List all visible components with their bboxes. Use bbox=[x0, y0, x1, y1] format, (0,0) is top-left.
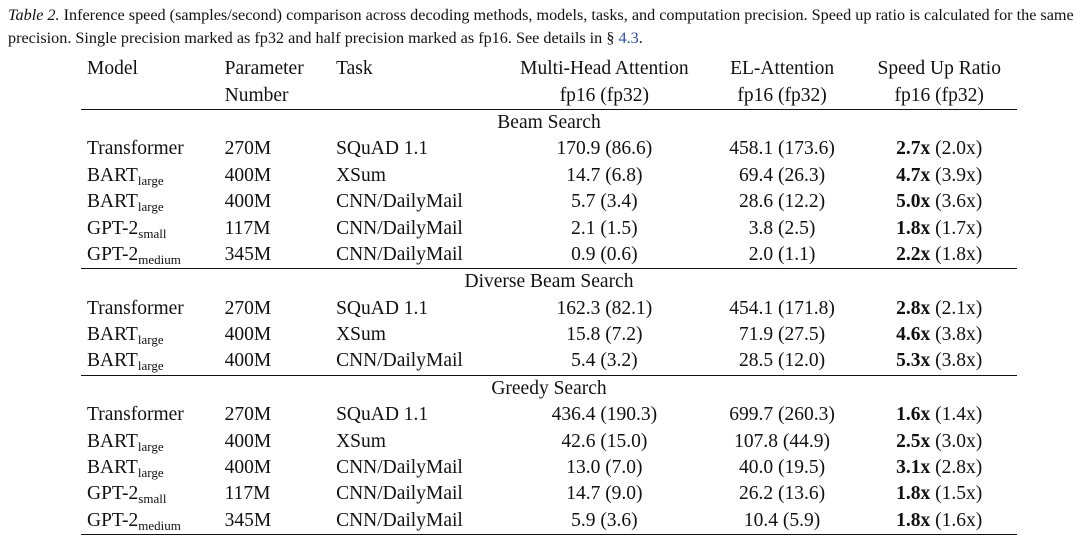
cell-task: XSum bbox=[336, 164, 386, 186]
model-size-subscript: large bbox=[137, 438, 164, 454]
cell-mha: 0.9 (0.6) bbox=[571, 243, 638, 265]
cell-speedup bbox=[861, 189, 1017, 215]
table-row bbox=[81, 189, 1017, 215]
table-row bbox=[81, 428, 1017, 454]
table-row bbox=[81, 508, 1017, 535]
cell-el: 458.1 (173.6) bbox=[729, 138, 835, 160]
cell-el: 3.8 (2.5) bbox=[748, 217, 816, 239]
header-el: EL-Attention bbox=[730, 58, 835, 80]
cell-speedup bbox=[861, 242, 1017, 269]
speedup-fp16: 2.8x bbox=[896, 297, 931, 319]
header-parameter: Parameter bbox=[224, 58, 304, 80]
table-row bbox=[81, 402, 1017, 428]
model-name: Transformer bbox=[87, 138, 184, 160]
cell-model bbox=[81, 163, 219, 189]
header-speedup: Speed Up Ratio bbox=[877, 58, 1001, 80]
speedup-fp16: 5.0x bbox=[896, 191, 931, 213]
table-body bbox=[81, 109, 1017, 534]
header-task: Task bbox=[336, 58, 373, 80]
cell-task: CNN/DailyMail bbox=[336, 483, 463, 505]
cell-params: 400M bbox=[224, 191, 272, 213]
cell-model bbox=[81, 348, 219, 375]
cell-task: CNN/DailyMail bbox=[336, 243, 463, 265]
cell-mha: 5.4 (3.2) bbox=[571, 350, 638, 372]
cell-speedup bbox=[861, 455, 1017, 481]
cell-task: CNN/DailyMail bbox=[336, 457, 463, 479]
header-speedup-sub: fp16 (fp32) bbox=[894, 84, 984, 106]
cell-mha: 13.0 (7.0) bbox=[566, 457, 643, 479]
model-size-subscript: large bbox=[137, 199, 164, 215]
speedup-fp16: 1.8x bbox=[896, 217, 931, 239]
model-size-subscript: large bbox=[137, 465, 164, 481]
cell-model bbox=[81, 455, 219, 481]
cell-model bbox=[81, 508, 219, 535]
cell-speedup bbox=[861, 322, 1017, 348]
cell-model bbox=[81, 242, 219, 269]
cell-params: 345M bbox=[219, 508, 330, 535]
cell-el: 26.2 (13.6) bbox=[739, 483, 826, 505]
cell-mha: 14.7 (6.8) bbox=[566, 164, 643, 186]
table-row bbox=[81, 296, 1017, 322]
speedup-fp32: (2.1x) bbox=[935, 297, 983, 319]
model-size-subscript: small bbox=[138, 225, 167, 241]
cell-mha: 15.8 (7.2) bbox=[566, 324, 643, 346]
cell-params: 270M bbox=[224, 404, 272, 426]
cell-model bbox=[81, 481, 219, 507]
speedup-fp32: (3.8x) bbox=[935, 324, 983, 346]
cell-mha: 162.3 (82.1) bbox=[556, 297, 653, 319]
section-ref-link[interactable]: 4.3 bbox=[618, 29, 639, 47]
model-name: BART bbox=[87, 430, 138, 452]
cell-el: 40.0 (19.5) bbox=[739, 457, 826, 479]
table-row bbox=[81, 322, 1017, 348]
model-name: GPT-2 bbox=[87, 217, 139, 239]
speedup-fp16: 2.7x bbox=[896, 138, 931, 160]
speedup-fp16: 2.2x bbox=[896, 243, 931, 265]
cell-mha: 5.7 (3.4) bbox=[571, 191, 638, 213]
cell-params: 400M bbox=[224, 350, 272, 372]
cell-model bbox=[81, 136, 219, 162]
model-size-subscript: large bbox=[137, 332, 164, 348]
model-name: GPT-2 bbox=[87, 483, 139, 505]
header-model: Model bbox=[87, 58, 138, 80]
cell-task: SQuAD 1.1 bbox=[336, 297, 429, 319]
cell-speedup bbox=[861, 428, 1017, 454]
cell-params: 117M bbox=[224, 483, 271, 505]
speedup-fp32: (1.4x) bbox=[935, 404, 983, 426]
model-size-subscript: large bbox=[137, 358, 164, 374]
model-name: Transformer bbox=[87, 404, 184, 426]
cell-el: 69.4 (26.3) bbox=[739, 164, 826, 186]
cell-speedup bbox=[861, 215, 1017, 241]
section-title: Diverse Beam Search bbox=[81, 269, 1017, 296]
header-mha: Multi-Head Attention bbox=[520, 58, 689, 80]
speedup-fp32: (2.8x) bbox=[935, 457, 983, 479]
speedup-fp16: 1.6x bbox=[896, 404, 931, 426]
cell-el: 454.1 (171.8) bbox=[729, 297, 835, 319]
cell-model bbox=[81, 296, 219, 322]
header-model-sub bbox=[81, 82, 219, 109]
section-title: Greedy Search bbox=[81, 375, 1017, 402]
cell-task: CNN/DailyMail bbox=[330, 508, 506, 535]
cell-model bbox=[81, 215, 219, 241]
header-task-sub bbox=[330, 82, 506, 109]
cell-speedup bbox=[861, 296, 1017, 322]
cell-mha: 42.6 (15.0) bbox=[561, 430, 648, 452]
table-row bbox=[81, 215, 1017, 241]
table-caption bbox=[8, 4, 1074, 50]
cell-el: 28.5 (12.0) bbox=[739, 350, 826, 372]
cell-el: 699.7 (260.3) bbox=[729, 404, 835, 426]
caption-text: Inference speed (samples/second) comparison across decoding methods, models, tasks, and computation precision. Speed up ratio is calculated for the same precision. Single precision marked as fp32 and half precision marked as fp16. See details in § bbox=[8, 6, 1074, 47]
table-row bbox=[81, 163, 1017, 189]
cell-params: 400M bbox=[224, 164, 272, 186]
table-row bbox=[81, 242, 1017, 269]
header-el-sub: fp16 (fp32) bbox=[737, 84, 827, 106]
section-header-row bbox=[81, 375, 1017, 402]
section-header-row bbox=[81, 109, 1017, 136]
cell-model bbox=[81, 428, 219, 454]
cell-speedup bbox=[861, 508, 1017, 535]
speedup-fp32: (3.6x) bbox=[935, 191, 983, 213]
cell-el: 107.8 (44.9) bbox=[734, 430, 831, 452]
cell-task: SQuAD 1.1 bbox=[336, 138, 429, 160]
cell-params: 400M bbox=[224, 430, 272, 452]
cell-params: 270M bbox=[224, 297, 272, 319]
cell-task: XSum bbox=[336, 430, 386, 452]
cell-mha: 170.9 (86.6) bbox=[556, 138, 653, 160]
model-name: Transformer bbox=[87, 297, 184, 319]
cell-task: XSum bbox=[336, 324, 386, 346]
cell-task: CNN/DailyMail bbox=[336, 217, 463, 239]
header-parameter-sub: Number bbox=[224, 84, 289, 106]
cell-speedup bbox=[861, 402, 1017, 428]
speedup-fp16: 1.8x bbox=[896, 483, 931, 505]
model-name: BART bbox=[87, 191, 138, 213]
section-title: Beam Search bbox=[81, 109, 1017, 136]
speedup-fp32: (2.0x) bbox=[935, 138, 983, 160]
model-name: GPT-2 bbox=[87, 243, 139, 265]
model-size-subscript: small bbox=[138, 491, 167, 507]
cell-model bbox=[81, 322, 219, 348]
speedup-fp32: (1.7x) bbox=[935, 217, 983, 239]
cell-speedup bbox=[861, 163, 1017, 189]
cell-speedup bbox=[861, 136, 1017, 162]
header-row-2 bbox=[81, 82, 1017, 109]
speedup-fp32: (1.8x) bbox=[935, 243, 983, 265]
model-name: GPT-2 bbox=[87, 509, 139, 531]
cell-task: CNN/DailyMail bbox=[336, 350, 463, 372]
cell-params: 400M bbox=[224, 324, 272, 346]
cell-el: 71.9 (27.5) bbox=[739, 324, 826, 346]
cell-task: SQuAD 1.1 bbox=[336, 404, 429, 426]
model-name: BART bbox=[87, 457, 138, 479]
cell-params: 400M bbox=[224, 457, 272, 479]
speedup-fp16: 2.5x bbox=[896, 430, 931, 452]
speedup-fp16: 3.1x bbox=[896, 457, 931, 479]
cell-model bbox=[81, 402, 219, 428]
speedup-fp32: (3.0x) bbox=[935, 430, 983, 452]
cell-mha: 2.1 (1.5) bbox=[571, 217, 638, 239]
model-name: BART bbox=[87, 324, 138, 346]
model-name: BART bbox=[87, 350, 138, 372]
table-row bbox=[81, 455, 1017, 481]
cell-params: 345M bbox=[224, 243, 272, 265]
speedup-fp32: (1.5x) bbox=[935, 483, 983, 505]
cell-speedup bbox=[861, 481, 1017, 507]
cell-mha: 5.9 (3.6) bbox=[506, 508, 703, 535]
cell-task: CNN/DailyMail bbox=[336, 191, 463, 213]
speedup-fp16: 1.8x bbox=[896, 509, 931, 531]
table-label: Table 2. bbox=[8, 6, 60, 24]
section-header-row bbox=[81, 269, 1017, 296]
cell-mha: 14.7 (9.0) bbox=[566, 483, 643, 505]
model-name: BART bbox=[87, 164, 138, 186]
table-row bbox=[81, 136, 1017, 162]
cell-params: 270M bbox=[224, 138, 272, 160]
model-size-subscript: medium bbox=[138, 517, 181, 533]
speedup-fp32: (3.8x) bbox=[935, 350, 983, 372]
table-row bbox=[81, 348, 1017, 375]
speedup-fp32: (3.9x) bbox=[935, 164, 983, 186]
model-size-subscript: large bbox=[137, 172, 164, 188]
cell-model bbox=[81, 189, 219, 215]
speedup-fp16: 4.7x bbox=[896, 164, 931, 186]
cell-params: 117M bbox=[224, 217, 271, 239]
table-row bbox=[81, 481, 1017, 507]
speedup-fp16: 4.6x bbox=[896, 324, 931, 346]
cell-el: 10.4 (5.9) bbox=[703, 508, 862, 535]
inference-speed-table bbox=[81, 56, 1017, 535]
cell-el: 28.6 (12.2) bbox=[739, 191, 826, 213]
cell-el: 2.0 (1.1) bbox=[748, 243, 816, 265]
model-size-subscript: medium bbox=[138, 251, 181, 267]
cell-speedup bbox=[861, 348, 1017, 375]
speedup-fp32: (1.6x) bbox=[935, 509, 983, 531]
speedup-fp16: 5.3x bbox=[896, 350, 931, 372]
cell-mha: 436.4 (190.3) bbox=[551, 404, 658, 426]
caption-end: . bbox=[638, 29, 643, 47]
header-mha-sub: fp16 (fp32) bbox=[559, 84, 650, 106]
header-row-1 bbox=[81, 56, 1017, 82]
